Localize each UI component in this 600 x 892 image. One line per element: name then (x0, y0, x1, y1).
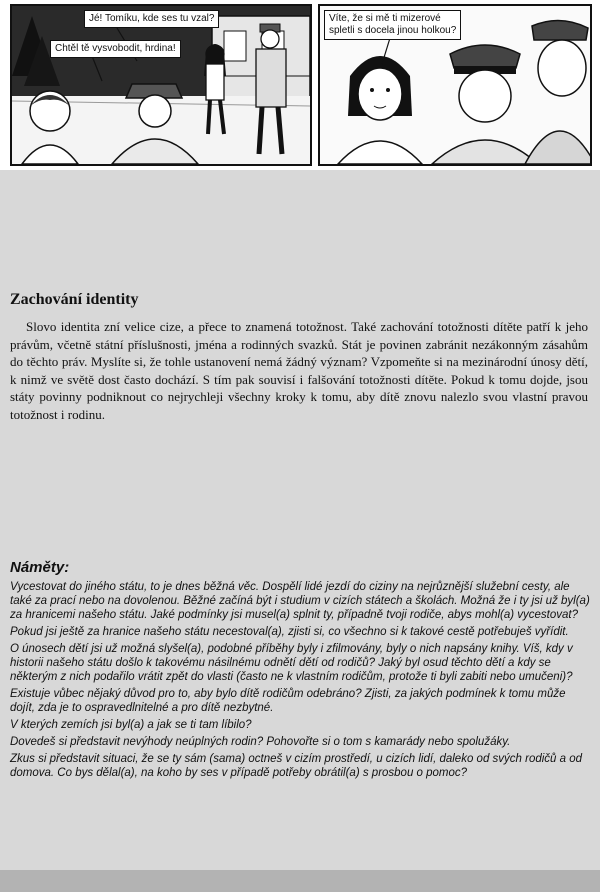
section-body-identity: Slovo identita zní velice cize, a přece to znamená totožnost. Také zachování totožnosti dítěte patří k jeho právům, včetně státní příslušnosti, jména a rodinných svazků. Stát je povinen zabránit nezákonným zásahům do těchto práv. Myslíte si, že tohle ustanovení nemá žádný význam? Vzpomeňte si na mezinárodní únosy dětí, k nimž ve světě dost často dochází. S tím pak souvisí i falšování totožnosti dítěte. Pokud k tomu dojde, jsou státy povinny podniknout co nejrychleji všechny kroky k tomu, aby dítě znovu nalezlo svou vlastní pravou totožnost i rodinu. (10, 319, 588, 422)
comic-panel-2 (318, 4, 592, 166)
comic-panel-1-drawing (12, 6, 310, 164)
content-sheet (0, 170, 600, 892)
comic-panel-1 (10, 4, 312, 166)
list-item: Pokud jsi ještě za hranice našeho státu necestoval(a), zjisti si, co všechno si k takové cestě potřebuješ vyřídit. (10, 626, 569, 638)
list-item: Existuje vůbec nějaký důvod pro to, aby bylo dítě rodičům odebráno? Zjisti, za jakých podmínek k tomu může dojít, zda je to ospravedlnitelné a pro dítě nezbytné. (10, 688, 566, 714)
section-title-topics: Náměty: (10, 559, 70, 576)
speech-bubble: Jé! Tomíku, kde ses tu vzal? (84, 10, 219, 28)
bottom-band (0, 870, 600, 892)
list-item: O únosech dětí jsi už možná slyšel(a), podobné příběhy byly i zfilmovány, byly o nich napsány knihy. Víš, kdy v historii našeho státu došlo k takovému násilnému odnětí dětí od rodičů? Jaký byl osud těchto dětí a kdy se některým z nich podařilo vrátit zpět do vlasti (často ne k vlastním rodičům, protože ti byli zabiti nebo umučeni)? (10, 643, 573, 683)
speech-bubble: Chtěl tě vysvobodit, hrdina! (50, 40, 181, 58)
section-title-identity: Zachování identity (10, 291, 139, 308)
list-item: Zkus si představit situaci, že se ty sám (sama) octneš v cizím prostředí, u cizích lidí, daleko od svých rodičů a od domova. Co bys dělal(a), na koho by ses v případě potřeby obrátil(a) s prosbou o pomoc? (10, 753, 583, 779)
list-item: Dovedeš si představit nevýhody neúplných rodin? Pohovořte si o tom s kamarády nebo spolužáky. (10, 736, 511, 748)
comic-strip (0, 0, 600, 170)
list-item: Vycestovat do jiného státu, to je dnes běžná věc. Dospělí lidé jezdí do ciziny na nejrůznější služební cesty, ale také za prací nebo na dovolenou. Běžné začíná být i studium v cizích státech a školách. Možná že i ty jsi už byl(a) za hranicemi našeho státu. Jaké podmínky jsi musel(a) splnit ty, případně tvoji rodiče, abys mohl(a) vycestovat? (10, 581, 590, 621)
list-item: V kterých zemích jsi byl(a) a jak se ti tam líbilo? (10, 719, 252, 731)
speech-bubble: Víte, že si mě ti mizerové spletli s docela jinou holkou? (324, 10, 461, 40)
topics-list (10, 580, 590, 783)
